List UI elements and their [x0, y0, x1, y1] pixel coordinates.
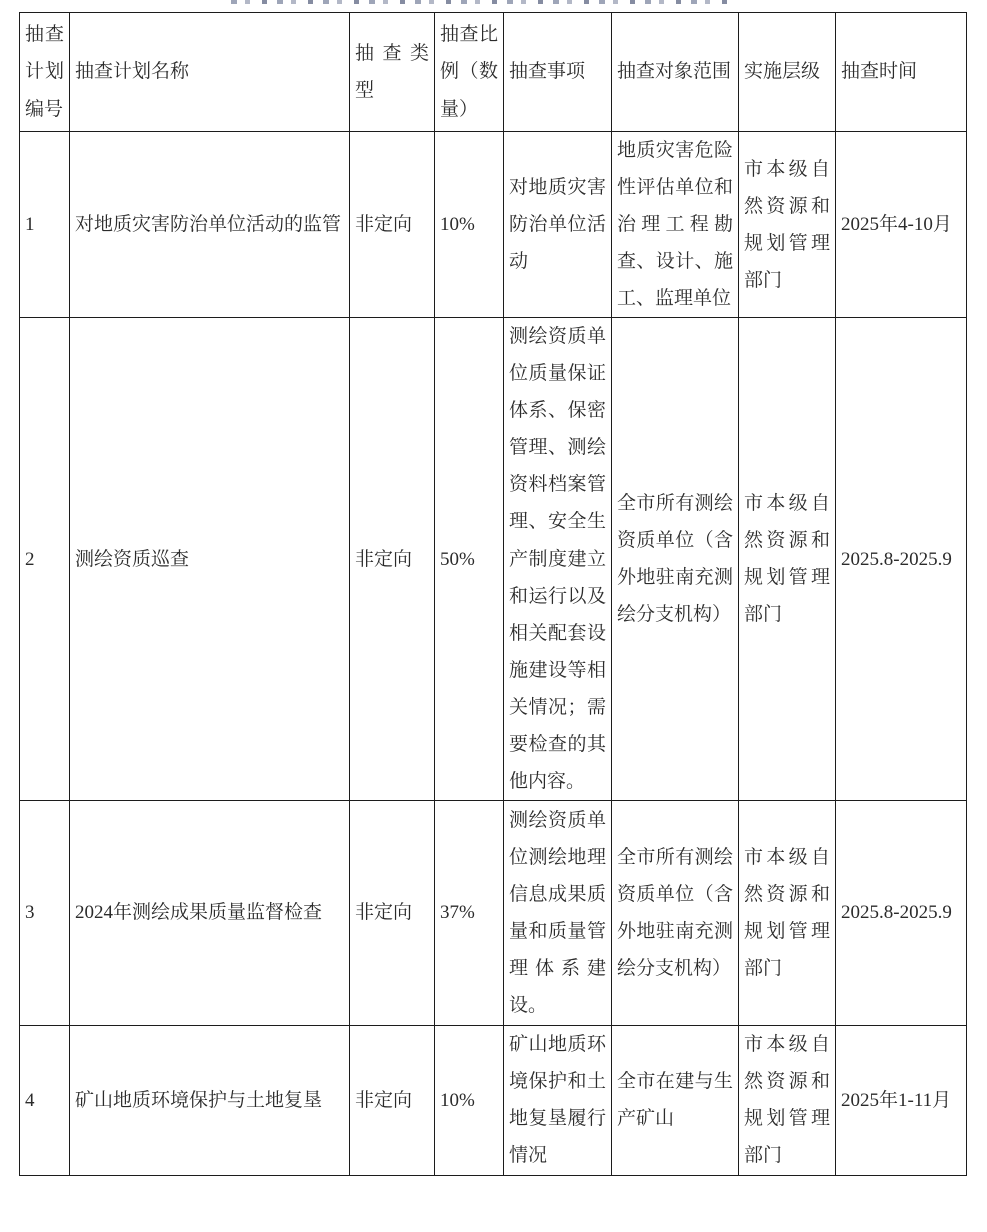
column-header-ratio: 抽查比例（数量）: [435, 13, 504, 132]
cell-ratio: 10%: [435, 1025, 504, 1175]
column-header-matters: 抽查事项: [504, 13, 612, 132]
cell-scope: 全市在建与生产矿山: [612, 1025, 739, 1175]
cell-type: 非定向: [350, 318, 435, 801]
cell-type: 非定向: [350, 800, 435, 1025]
cell-level: 市本级自然资源和规划管理部门: [739, 1025, 836, 1175]
cell-plan-name: 矿山地质环境保护与土地复垦: [70, 1025, 350, 1175]
cell-time: 2025年4-10月: [836, 132, 967, 318]
cell-level: 市本级自然资源和规划管理部门: [739, 132, 836, 318]
cell-ratio: 50%: [435, 318, 504, 801]
cell-time: 2025.8-2025.9: [836, 800, 967, 1025]
cell-scope: 全市所有测绘资质单位（含外地驻南充测绘分支机构）: [612, 800, 739, 1025]
table-row: [20, 1025, 967, 1175]
cell-plan-no: 4: [20, 1025, 70, 1175]
cell-plan-name: 测绘资质巡查: [70, 318, 350, 801]
header-row: [20, 13, 967, 132]
cell-matters: 矿山地质环境保护和土地复垦履行情况: [504, 1025, 612, 1175]
cell-level: 市本级自然资源和规划管理部门: [739, 318, 836, 801]
cell-ratio: 10%: [435, 132, 504, 318]
cell-scope: 全市所有测绘资质单位（含外地驻南充测绘分支机构）: [612, 318, 739, 801]
column-header-level: 实施层级: [739, 13, 836, 132]
cell-scope: 地质灾害危险性评估单位和治理工程勘查、设计、施工、监理单位: [612, 132, 739, 318]
column-header-time: 抽查时间: [836, 13, 967, 132]
column-header-plan_name: 抽查计划名称: [70, 13, 350, 132]
column-header-type: 抽查类型: [350, 13, 435, 132]
cell-plan-name: 对地质灾害防治单位活动的监管: [70, 132, 350, 318]
cell-plan-no: 2: [20, 318, 70, 801]
cell-matters: 测绘资质单位测绘地理信息成果质量和质量管理体系建设。: [504, 800, 612, 1025]
cell-matters: 对地质灾害防治单位活动: [504, 132, 612, 318]
table-row: [20, 132, 967, 318]
cell-plan-no: 1: [20, 132, 70, 318]
cell-time: 2025.8-2025.9: [836, 318, 967, 801]
cell-time: 2025年1-11月: [836, 1025, 967, 1175]
cell-plan-no: 3: [20, 800, 70, 1025]
cell-type: 非定向: [350, 1025, 435, 1175]
cell-level: 市本级自然资源和规划管理部门: [739, 800, 836, 1025]
column-header-plan_no: 抽查计划编号: [20, 13, 70, 132]
cell-matters: 测绘资质单位质量保证体系、保密管理、测绘资料档案管理、安全生产制度建立和运行以及相关配套设施建设等相关情况；需要检查的其他内容。: [504, 318, 612, 801]
inspection-plan-table: [19, 12, 967, 1176]
cropped-title-fragment: [231, 0, 734, 4]
table-row: [20, 800, 967, 1025]
cell-type: 非定向: [350, 132, 435, 318]
cell-plan-name: 2024年测绘成果质量监督检查: [70, 800, 350, 1025]
table-row: [20, 318, 967, 801]
column-header-scope: 抽查对象范围: [612, 13, 739, 132]
cell-ratio: 37%: [435, 800, 504, 1025]
